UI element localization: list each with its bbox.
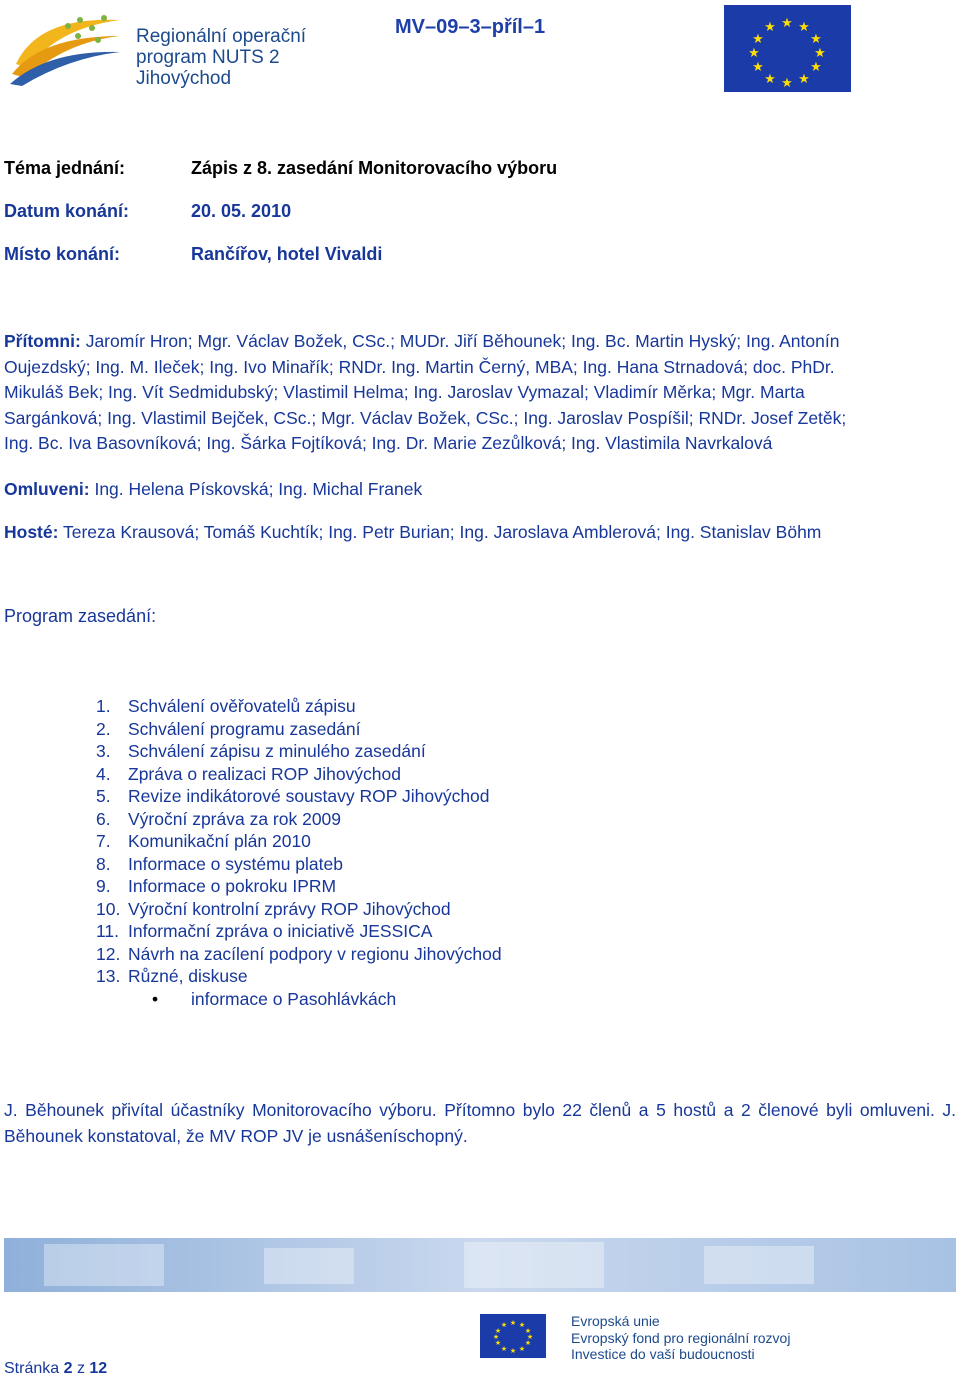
place-value: Rančířov, hotel Vivaldi	[191, 244, 383, 264]
agenda-item	[96, 763, 502, 786]
agenda-subitem	[96, 988, 502, 1011]
agenda-text: Zpráva o realizaci ROP Jihovýchod	[128, 763, 401, 784]
page-total: 12	[89, 1360, 108, 1377]
excused-value: Ing. Helena Pískovská; Ing. Michal Franek	[94, 479, 423, 499]
svg-text:★: ★	[810, 32, 822, 47]
svg-text:★: ★	[764, 72, 776, 87]
svg-text:★: ★	[752, 32, 764, 47]
agenda-number: 8.	[96, 853, 111, 874]
svg-text:★: ★	[781, 76, 793, 91]
agenda-item	[96, 853, 502, 876]
agenda-list	[96, 695, 502, 1010]
footer-decorative-band	[4, 1238, 956, 1292]
agenda-item	[96, 920, 502, 943]
agenda-text: Komunikační plán 2010	[128, 831, 311, 851]
page-current: 2	[63, 1360, 73, 1377]
eu-erdf-logo	[480, 1310, 820, 1366]
agenda-number: 10.	[96, 898, 121, 919]
page-prefix: Stránka	[4, 1360, 60, 1377]
document-code: MV–09–3–příl–1	[395, 16, 546, 38]
topic-value: Zápis z 8. zasedání Monitorovacího výboru	[191, 158, 558, 178]
agenda-text: Výroční kontrolní zprávy ROP Jihovýchod	[128, 898, 451, 919]
agenda-item	[96, 965, 502, 988]
page-of: z	[76, 1360, 85, 1377]
date-value: 20. 05. 2010	[191, 201, 292, 221]
svg-text:★: ★	[518, 1321, 526, 1329]
eu-logo-text	[571, 1313, 790, 1363]
logo-line-3: Jihovýchod	[136, 68, 232, 89]
logo-line-1: Regionální operační	[136, 26, 307, 47]
agenda-text: Návrh na zacílení podpory v regionu Jihovýchod	[128, 943, 502, 964]
agenda-item	[96, 695, 502, 718]
agenda-number: 1.	[96, 696, 111, 716]
topic-label: Téma jednání:	[4, 158, 126, 178]
svg-text:★: ★	[494, 1339, 502, 1347]
page-number	[4, 1360, 107, 1378]
eu-flag-icon	[724, 5, 851, 92]
svg-text:★: ★	[500, 1345, 508, 1353]
agenda-text: Informační zpráva o iniciativě JESSICA	[128, 921, 433, 941]
guests-block	[4, 520, 821, 546]
rop-logo-text	[136, 26, 306, 89]
place-label: Místo konání:	[4, 244, 120, 264]
agenda-item	[96, 785, 502, 808]
present-line-4: Sargánková; Ing. Vlastimil Bejček, CSc.; Mgr. Václav Božek, CSc.; Ing. Jaroslav Pospíšil; RNDr. Josef Zetěk;	[4, 407, 847, 428]
logo-line-2: program NUTS 2	[136, 47, 280, 68]
program-heading: Program zasedání:	[4, 606, 157, 626]
agenda-text: Schválení programu zasedání	[128, 718, 361, 739]
intro-paragraph: J. Běhounek přivítal účastníky Monitorovacího výboru. Přítomno bylo 22 členů a 5 hostů a 2 členové byli omluveni. J. Běhounek konstatoval, že MV ROP JV je usnášeníschopný.	[4, 1100, 956, 1146]
agenda-text: Revize indikátorové soustavy ROP Jihovýchod	[128, 786, 490, 806]
agenda-number: 7.	[96, 831, 111, 851]
date-label: Datum konání:	[4, 201, 130, 221]
svg-text:★: ★	[798, 20, 810, 35]
svg-text:★: ★	[524, 1339, 532, 1347]
present-line-5: Ing. Bc. Iva Basovníková; Ing. Šárka Fojtíková; Ing. Dr. Marie Zezůlková; Ing. Vlastimila Navrkalová	[4, 433, 773, 453]
svg-text:★: ★	[814, 46, 826, 61]
agenda-item	[96, 808, 502, 831]
eu-line-1: Evropská unie	[571, 1313, 660, 1329]
svg-text:★: ★	[810, 60, 822, 75]
svg-text:★: ★	[509, 1319, 517, 1327]
agenda-number: 9.	[96, 876, 111, 896]
agenda-number: 6.	[96, 808, 111, 829]
svg-text:★: ★	[509, 1347, 517, 1355]
svg-text:★: ★	[781, 16, 793, 31]
agenda-text: Různé, diskuse	[128, 966, 248, 986]
agenda-item	[96, 875, 502, 898]
present-line-3: Mikuláš Bek; Ing. Vít Sedmidubský; Vlastimil Helma; Ing. Jaroslav Vymazal; Vladimír Měrka; Mgr. Marta	[4, 382, 805, 402]
present-line-2: Oujezdský; Ing. M. Ileček; Ing. Ivo Minařík; RNDr. Ing. Martin Černý, MBA; Ing. Hana Strnadová; doc. PhDr.	[4, 356, 835, 377]
present-block	[4, 329, 960, 457]
agenda-number: 4.	[96, 763, 111, 784]
eu-flag-small-icon	[480, 1314, 546, 1358]
svg-text:★: ★	[492, 1333, 500, 1341]
agenda-number: 5.	[96, 786, 111, 806]
agenda-item	[96, 718, 502, 741]
svg-text:★: ★	[524, 1327, 532, 1335]
agenda-text: Schválení ověřovatelů zápisu	[128, 696, 356, 716]
agenda-number: 13.	[96, 966, 121, 986]
agenda-text: Informace o systému plateb	[128, 853, 343, 874]
svg-text:★: ★	[500, 1321, 508, 1329]
excused-block	[4, 477, 422, 503]
present-label: Přítomni:	[4, 331, 81, 351]
agenda-number: 2.	[96, 718, 111, 739]
svg-text:★: ★	[752, 60, 764, 75]
guests-value: Tereza Krausová; Tomáš Kuchtík; Ing. Petr Burian; Ing. Jaroslava Amblerová; Ing. Stanislav Böhm	[63, 522, 822, 542]
agenda-text: Informace o pokroku IPRM	[128, 876, 337, 896]
svg-text:★: ★	[798, 72, 810, 87]
agenda-item	[96, 898, 502, 921]
agenda-text: Schválení zápisu z minulého zasedání	[128, 741, 426, 761]
excused-label: Omluveni:	[4, 479, 90, 499]
agenda-text: Výroční zpráva za rok 2009	[128, 808, 342, 829]
agenda-item	[96, 830, 502, 853]
agenda-subitem-text: informace o Pasohlávkách	[191, 988, 397, 1009]
agenda-item	[96, 740, 502, 763]
svg-text:★: ★	[764, 20, 776, 35]
svg-text:★: ★	[518, 1345, 526, 1353]
present-line-1: Jaromír Hron; Mgr. Václav Božek, CSc.; MUDr. Jiří Běhounek; Ing. Bc. Martin Hyský; Ing. Antonín	[85, 331, 840, 351]
eu-line-2: Evropský fond pro regionální rozvoj	[571, 1329, 791, 1346]
agenda-number: 11.	[96, 921, 120, 941]
rop-logo-icon	[8, 6, 128, 86]
svg-text:★: ★	[526, 1333, 534, 1341]
agenda-number: 3.	[96, 741, 111, 761]
agenda-number: 12.	[96, 943, 121, 964]
eu-line-3: Investice do vaší budoucnosti	[571, 1346, 755, 1362]
bullet-icon: •	[152, 988, 159, 1009]
agenda-item	[96, 943, 502, 966]
rop-logo	[8, 4, 308, 88]
svg-text:★: ★	[748, 46, 760, 61]
guests-label: Hosté:	[4, 522, 59, 542]
svg-text:★: ★	[494, 1327, 502, 1335]
